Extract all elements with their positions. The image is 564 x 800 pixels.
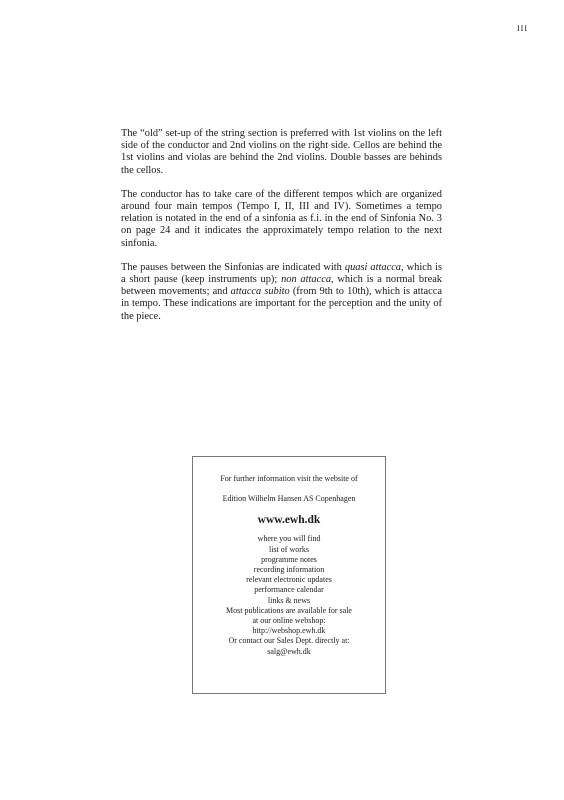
contact-line: Or contact our Sales Dept. directly at: bbox=[228, 636, 350, 646]
contact-info bbox=[193, 636, 385, 656]
info-publisher: Edition Wilhelm Hansen AS Copenhagen bbox=[222, 494, 356, 504]
info-intro: For further information visit the website of bbox=[220, 474, 358, 483]
body-paragraph bbox=[121, 262, 442, 323]
text-segment: (from 9th to 10th), which is attacca in tempo. These indications are important for the perception and the unity of the piece. bbox=[121, 286, 442, 322]
find-item: where you will find bbox=[257, 534, 321, 544]
text-segment: The “old” set-up of the string section is preferred with 1st violins on the left side of the conductor and 2nd violins on the right side. Cellos are behind the 1st violins and violas are behind the 2nd violins. Double basses are behinds the cellos. bbox=[121, 128, 442, 176]
find-item: list of works bbox=[269, 544, 309, 554]
webshop-info bbox=[193, 606, 385, 637]
italic-term: attacca subito bbox=[230, 286, 290, 298]
body-paragraph bbox=[121, 189, 442, 250]
find-item: performance calendar bbox=[254, 585, 324, 595]
webshop-line: at our online webshop: bbox=[252, 616, 326, 626]
body-text bbox=[121, 128, 442, 335]
find-item: relevant electronic updates bbox=[246, 575, 332, 585]
contact-line[interactable]: salg@ewh.dk bbox=[267, 646, 311, 656]
find-item: recording information bbox=[253, 565, 325, 575]
text-segment: The conductor has to take care of the different tempos which are organized around four main tempos (Tempo I, II, III and IV). Sometimes a tempo relation is notated in the end of a sinfonia as f.i. in the end of Sinfonia No. 3 on page 24 and it indicates the approximately tempo relation to the next sinfonia. bbox=[121, 188, 442, 249]
info-box bbox=[192, 456, 386, 694]
text-segment: The pauses between the Sinfonias are indicated with bbox=[121, 261, 345, 273]
webshop-line: Most publications are available for sale bbox=[226, 605, 352, 615]
webshop-line[interactable]: http://webshop.ewh.dk bbox=[252, 626, 326, 636]
italic-term: non attacca bbox=[281, 274, 332, 286]
italic-term: quasi attacca bbox=[344, 261, 402, 273]
text-segment: , which is a normal break between movements; and bbox=[121, 274, 442, 298]
page-number: III bbox=[517, 24, 528, 33]
website-link[interactable]: www.ewh.dk bbox=[257, 514, 321, 527]
body-paragraph bbox=[121, 128, 442, 177]
find-items-list bbox=[193, 534, 385, 605]
find-item: programme notes bbox=[261, 554, 317, 564]
find-item: links & news bbox=[267, 595, 311, 605]
text-segment: , which is a short pause (keep instruments up); bbox=[121, 261, 442, 286]
